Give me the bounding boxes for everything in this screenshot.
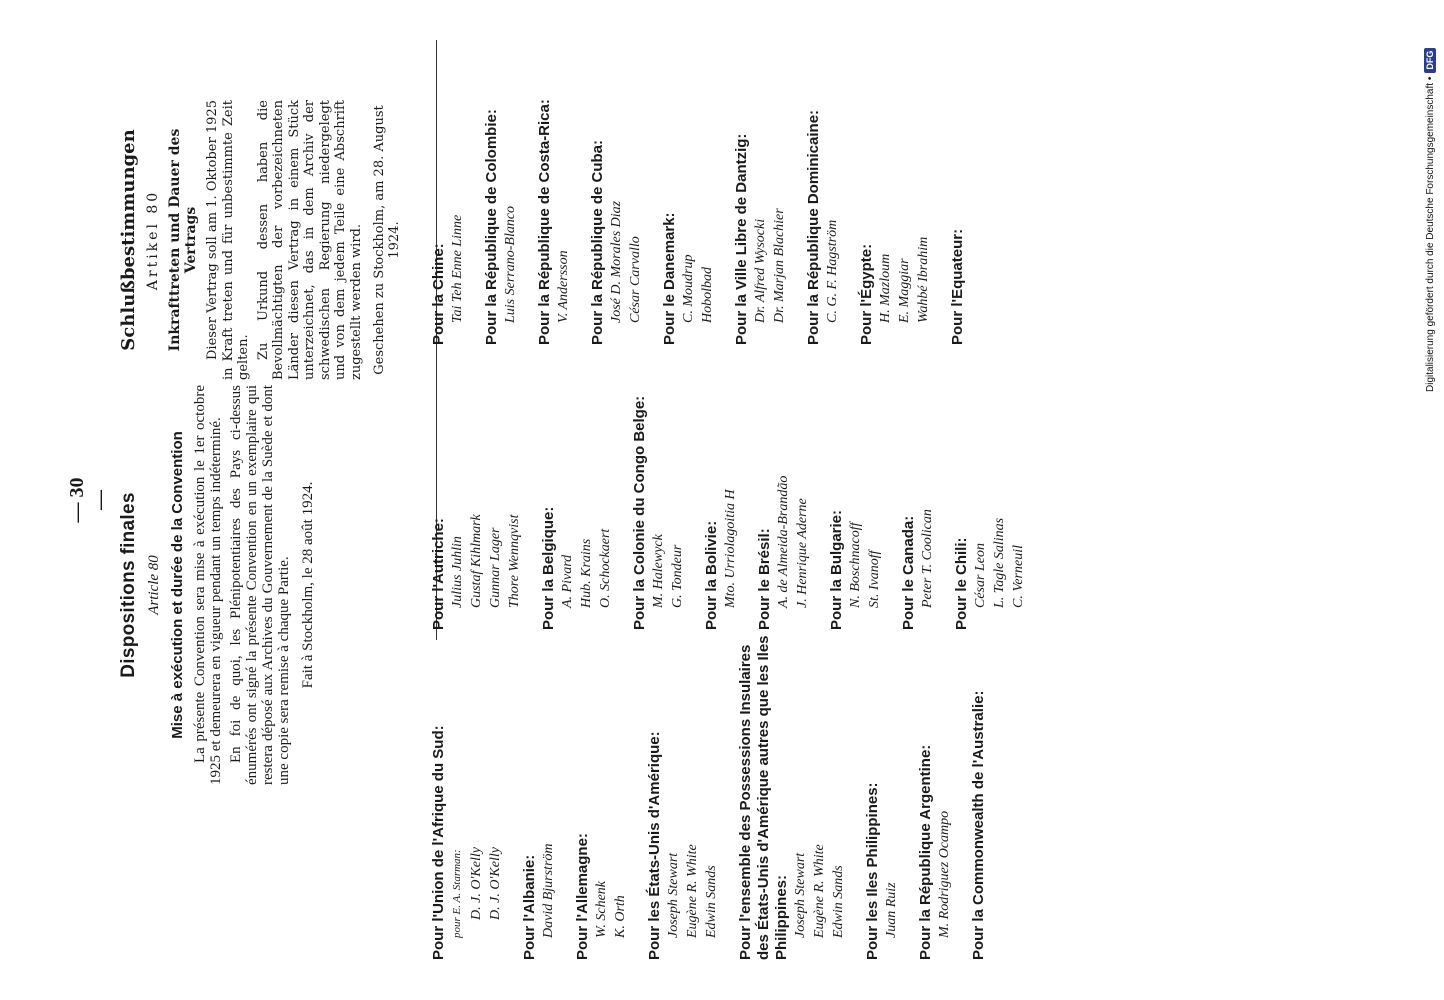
country-name: Pour la République Dominicaine: (805, 109, 822, 345)
country-name: Pour la Belgique: (540, 506, 557, 630)
country-name: Pour la Chine: (430, 243, 447, 345)
signature-block (828, 300, 884, 630)
german-title: Schlußbestimmungen (118, 129, 139, 351)
signer-name: V. Andersson (556, 250, 571, 323)
french-article: Article 80 (146, 555, 162, 615)
country-name: Pour la République de Cuba: (589, 139, 606, 345)
signature-block (917, 630, 954, 960)
signer-name: Hobolbad (700, 267, 715, 323)
signatures-column-2 (430, 300, 1044, 630)
signature-block (536, 15, 573, 345)
credit-text: Digitalisierung gefördert durch die Deutsche Forschungsgemeinschaft • (1424, 76, 1436, 392)
country-name: Pour les Iles Philippines: (864, 782, 881, 960)
signer-name: L. Tagle Salinas (992, 517, 1007, 608)
signer-name: St. Ivanoff (867, 550, 882, 608)
signature-block (737, 630, 848, 960)
german-section (112, 100, 402, 380)
signature-block (661, 15, 717, 345)
country-name: Pour l'Equateur: (949, 228, 966, 345)
signer-name: Edwin Sands (831, 865, 846, 938)
signature-block (631, 300, 687, 630)
signer-name: César Leon (973, 543, 988, 608)
signer-name: M. Rodriguez Ocampo (937, 810, 952, 938)
country-name: Pour le Danemark: (661, 212, 678, 345)
signer-name: Joseph Stewart (793, 852, 808, 938)
signer-name: Eugène R. White (812, 844, 827, 938)
signer-name: Gunnar Lager (488, 527, 503, 608)
country-name: Pour l'Union de l'Afrique du Sud: (430, 725, 447, 960)
country-name: Pour l'Allemagne: (574, 833, 591, 960)
german-article: Artikel 80 (145, 189, 161, 291)
signer-name: G. Tondeur (670, 544, 685, 608)
signature-block (483, 15, 520, 345)
signature-block (430, 15, 467, 345)
signer-name: David Bjurström (541, 843, 556, 938)
signer-name: Edwin Sands (704, 865, 719, 938)
german-subtitle: Inkrafttreten und Dauer des Vertrags (167, 128, 199, 352)
signer-name: Mto. Urriolagoitia H (723, 489, 738, 608)
dfg-logo: DFG (1424, 48, 1436, 73)
signature-block (970, 630, 988, 960)
signer-name: pour E. A. Starman: (451, 849, 463, 938)
signer-name: Hub. Krains (579, 538, 594, 608)
signer-name: Tai Teh Enne Linne (450, 214, 465, 323)
signer-name: C. Moudrup (681, 254, 696, 323)
signer-name: Eugène R. White (685, 844, 700, 938)
signer-name: C. G. F. Hagström (825, 219, 840, 323)
signature-block (646, 630, 721, 960)
credit-line (1422, 2, 1438, 392)
signer-name: Julius Juhlin (450, 536, 465, 608)
signature-block (864, 630, 901, 960)
country-name: Pour la Ville Libre de Dantzig: (733, 133, 750, 345)
signer-name: O. Schockaert (598, 528, 613, 608)
country-name: Pour les États-Unis d'Amérique: (646, 731, 663, 960)
signature-block (430, 630, 505, 960)
signature-block (703, 300, 740, 630)
signer-name: J. Henrique Aderne (795, 498, 810, 608)
signer-name: Dr. Marjan Blachier (772, 208, 787, 323)
signer-name: M. Halewyck (651, 534, 666, 608)
signer-name: A. de Almeida-Brandão (776, 475, 791, 608)
signer-name: Wahbé Ibrahim (916, 236, 931, 323)
signer-name: Gustaf Kihlmark (469, 514, 484, 608)
country-name: Pour l'ensemble des Possessions Insulaires des États-Unis d'Amérique autres que les Iles Philippines: (737, 635, 790, 960)
signer-name: D. J. O'Kelly (488, 847, 503, 920)
signature-block (805, 15, 842, 345)
french-subtitle: Mise à exécution et durée de la Convention (169, 431, 186, 739)
signature-block (430, 300, 524, 630)
signer-name: E. Maggiar (897, 258, 912, 323)
german-paragraph-1: Dieser Vertrag soll am 1. Oktober 1925 in Kraft treten und für unbestimmte Zeit gelten. (205, 100, 251, 380)
country-name: Pour la Colonie du Congo Belge: (631, 395, 648, 630)
country-name: Pour la Bulgarie: (828, 509, 845, 630)
signature-block (949, 15, 967, 345)
french-place-date: Fait à Stockholm, le 28 août 1924. (300, 481, 316, 689)
signer-name: Thore Wennqvist (507, 514, 522, 608)
signature-block (953, 300, 1028, 630)
country-name: Pour la Commonwealth de l'Australie: (970, 690, 987, 960)
country-name: Pour le Chili: (953, 537, 970, 630)
page-number: — 30 — (66, 477, 111, 523)
country-name: Pour l'Autriche: (430, 518, 447, 630)
country-name: Pour la République de Colombie: (483, 109, 500, 345)
country-name: Pour la République Argentine: (917, 744, 934, 960)
signer-name: H. Mazloum (878, 253, 893, 323)
signer-name: N. Boschnacoff (848, 522, 863, 608)
country-name: Pour la République de Costa-Rica: (536, 99, 553, 345)
signer-name: K. Orth (613, 895, 628, 938)
country-name: Pour le Brésil: (756, 528, 773, 630)
signer-name: Joseph Stewart (666, 852, 681, 938)
french-paragraph-1: La présente Convention sera mise à exécution le 1er octobre 1925 et demeurera en vigueur pendant un temps indéterminé. (192, 385, 224, 785)
signature-block (540, 300, 615, 630)
german-paragraph-2: Zu Urkund dessen haben die Bevollmächtigten der vorbezeichneten Länder diesen Vertrag in einem Stück unterzeichnet, das in dem Archiv der schwedischen Regierung niedergelegt und von dem jedem Teile eine Abschrift zugestellt werden wird. (255, 100, 364, 380)
signature-block (858, 15, 933, 345)
signature-block (574, 630, 630, 960)
signer-name: César Carvallo (628, 236, 643, 323)
signer-name: Dr. Alfred Wysocki (753, 218, 768, 323)
country-name: Pour la Bolivie: (703, 520, 720, 630)
signer-name: A. Pivard (560, 554, 575, 608)
country-name: Pour le Canada: (900, 515, 917, 630)
signer-name: W. Schenk (594, 880, 609, 938)
signature-block (589, 15, 645, 345)
signatures-column-3 (430, 15, 983, 345)
german-place-date: Geschehen zu Stockholm, am 28. August 1924. (372, 105, 402, 375)
signature-block (733, 15, 789, 345)
signature-block (521, 630, 558, 960)
french-section (112, 385, 317, 785)
french-title: Dispositions finales (118, 492, 139, 678)
signer-name: José D. Morales Diaz (609, 200, 624, 323)
country-name: Pour l'Albanie: (521, 854, 538, 960)
signature-block (900, 300, 937, 630)
signer-name: C. Verneuil (1011, 545, 1026, 608)
signer-name: Luis Serrano-Blanco (503, 205, 518, 323)
country-name: Pour l'Égypte: (858, 243, 875, 345)
signer-name: Juan Ruiz (884, 882, 899, 938)
french-paragraph-2: En foi de quoi, les Plénipotentiaires des Pays ci-dessus énumérés ont signé la présente Convention en un exemplaire qui restera déposé aux Archives du Gouvernement de la Suède et dont une copie sera remise à chaque Partie. (228, 385, 292, 785)
signer-name: D. J. O'Kelly (469, 847, 484, 920)
signature-block (756, 300, 812, 630)
signer-name: Peter T. Coolican (920, 509, 935, 608)
signatures-column-1 (430, 630, 1004, 960)
credit-strip (1420, 0, 1444, 1000)
